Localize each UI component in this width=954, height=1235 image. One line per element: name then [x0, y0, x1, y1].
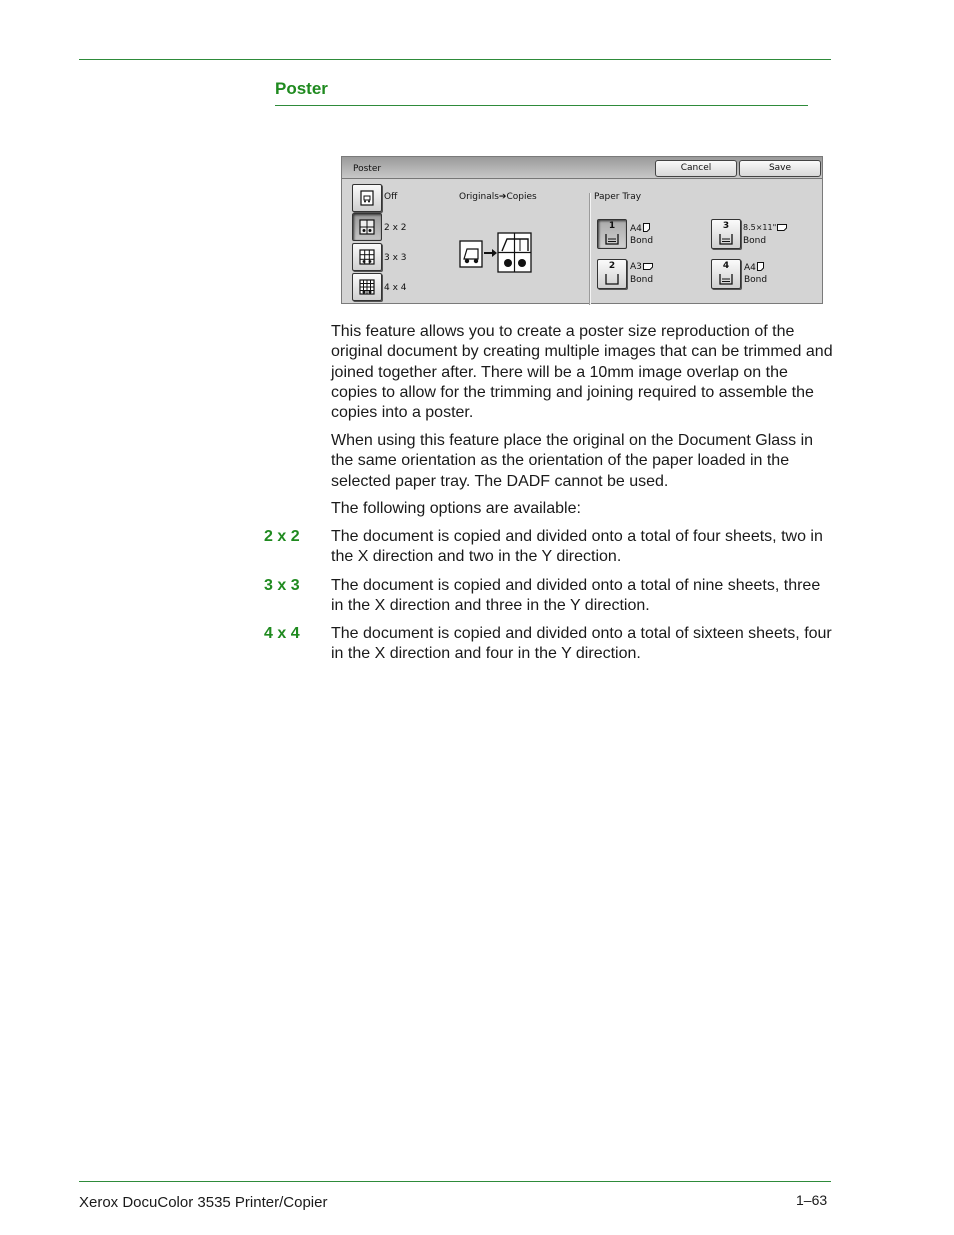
option-3x3-label: 3 x 3	[384, 253, 407, 263]
save-button[interactable]: Save	[739, 160, 821, 177]
poster-4x4-icon	[358, 278, 376, 296]
poster-2x2-icon	[358, 218, 376, 236]
tray-4-type: Bond	[744, 275, 768, 285]
portrait-orientation-icon	[757, 262, 764, 271]
originals-to-copies-diagram	[458, 231, 534, 273]
single-page-icon	[358, 189, 376, 207]
bottom-rule	[79, 1181, 831, 1182]
option-desc-2x2: The document is copied and divided onto a total of four sheets, two in the X direction and two in the Y direction.	[331, 528, 823, 566]
option-off-label: Off	[384, 192, 398, 202]
original-page-icon	[460, 241, 482, 267]
top-rule	[79, 59, 831, 60]
tray-4-button[interactable]	[711, 259, 741, 289]
tray-2-size: A3	[630, 262, 653, 272]
tray-1-type: Bond	[630, 236, 654, 246]
option-term-2x2: 2 x 2	[264, 528, 300, 545]
tray-4-size: A4	[744, 262, 764, 273]
cancel-button[interactable]: Cancel	[655, 160, 737, 177]
copies-grid-icon	[498, 233, 531, 272]
option-2x2-button[interactable]	[352, 213, 382, 241]
landscape-orientation-icon	[643, 263, 653, 270]
option-desc-3x3: The document is copied and divided onto a total of nine sheets, three in the X direction and three in the Y direction.	[331, 577, 821, 615]
paper-tray-icon	[719, 233, 733, 245]
option-term-4x4: 4 x 4	[264, 625, 300, 642]
option-4x4-label: 4 x 4	[384, 283, 407, 293]
poster-3x3-icon	[358, 248, 376, 266]
arrow-right-icon: ➔	[498, 192, 507, 202]
tray-1-size: A4	[630, 223, 650, 234]
option-term-3x3: 3 x 3	[264, 577, 300, 594]
option-off-button[interactable]	[352, 184, 382, 212]
portrait-orientation-icon	[643, 223, 650, 232]
option-3x3-button[interactable]	[352, 243, 382, 271]
landscape-orientation-icon	[777, 224, 787, 231]
section-title: Poster	[275, 79, 328, 98]
panel-titlebar	[342, 157, 822, 179]
tray-number: 4	[722, 261, 730, 271]
paper-tray-icon	[719, 273, 733, 285]
tray-number: 1	[608, 221, 616, 231]
tray-number: 2	[608, 261, 616, 271]
tray-2-button[interactable]	[597, 259, 627, 289]
body-paragraph-intro: This feature allows you to create a poster size reproduction of the original document by creating multiple images that can be trimmed and joined together after. There will be a 10mm image overlap on the copies to allow for the trimming and joining required to assemble the copies into a poster.	[331, 323, 833, 422]
option-2x2-label: 2 x 2	[384, 223, 407, 233]
arrow-icon	[484, 249, 497, 257]
paper-tray-icon	[605, 233, 619, 245]
body-paragraph-usage: When using this feature place the original on the Document Glass in the same orientation as the orientation of the paper loaded in the selected paper tray. The DADF cannot be used.	[331, 432, 814, 490]
panel-title: Poster	[353, 164, 382, 174]
originals-copies-label: Originals➔Copies	[459, 192, 537, 202]
paper-tray-label: Paper Tray	[594, 192, 642, 202]
body-paragraph-options-intro: The following options are available:	[331, 500, 581, 517]
paper-tray-icon	[605, 273, 619, 285]
section-rule	[275, 105, 808, 106]
tray-3-type: Bond	[743, 236, 767, 246]
panel-divider	[590, 193, 591, 305]
tray-1-button[interactable]	[597, 219, 627, 249]
option-desc-4x4: The document is copied and divided onto a total of sixteen sheets, four in the X direction and four in the Y direction.	[331, 625, 832, 663]
tray-3-size: 8.5×11"	[743, 223, 787, 232]
footer-product-name: Xerox DocuColor 3535 Printer/Copier	[79, 1194, 328, 1211]
tray-number: 3	[722, 221, 730, 231]
tray-3-button[interactable]	[711, 219, 741, 249]
footer-page-number: 1–63	[796, 1192, 828, 1208]
poster-screen-panel	[341, 156, 823, 304]
tray-2-type: Bond	[630, 275, 654, 285]
option-4x4-button[interactable]	[352, 273, 382, 301]
